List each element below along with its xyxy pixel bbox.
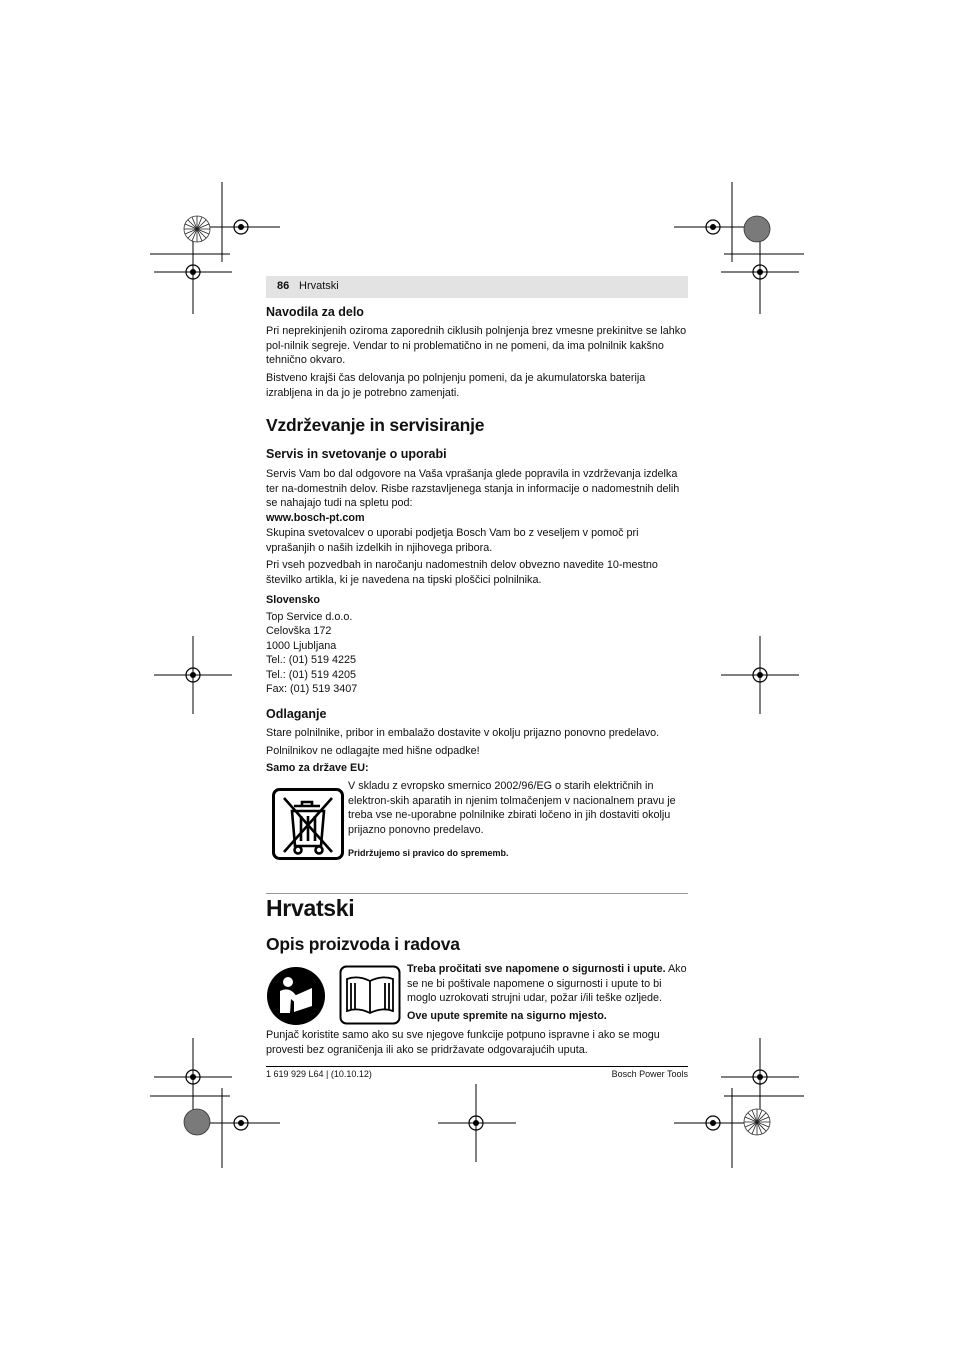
footer-doc-number: 1 619 929 L64 | (10.10.12) — [266, 1069, 372, 1079]
section-title-disposal: Odlaganje — [266, 707, 327, 721]
manual-book-icon — [339, 965, 401, 1025]
paragraph: Polnilnikov ne odlagajte med hišne odpadke! — [266, 745, 480, 757]
address-line: Top Service d.o.o. — [266, 611, 353, 623]
address-line: Fax: (01) 519 3407 — [266, 683, 358, 695]
address-line: 1000 Ljubljana — [266, 640, 337, 652]
keep-instructions-note: Ove upute spremite na sigurno mjesto. — [407, 1010, 607, 1022]
paragraph: Skupina svetovalcev o uporabi podjetja Bosch Vam bo z veseljem v pomoč pri vprašanjih o naših izdelkih in njihovega pribora. — [266, 527, 639, 554]
address-line: Tel.: (01) 519 4205 — [266, 669, 357, 681]
page-number: 86 — [277, 280, 290, 292]
paragraph: Pri neprekinjenih oziroma zaporednih ciklusih polnjenja brez vmesne prekinitve se lahko pol-nilnik segreje. Vendar to ni problematično in ne pomeni, da ima polnilnik kakšno tehnično okvaro. — [266, 325, 687, 366]
paragraph: Pri vseh pozvedbah in naročanju nadomestnih delov obvezno navedite 10-mestno številko artikla, ki je navedena na tipski ploščici polnilnika. — [266, 559, 658, 586]
safety-warning-bold: Treba pročitati sve napomene o sigurnosti i upute. — [407, 963, 666, 975]
paragraph: Punjač koristite samo ako su sve njegove funkcije potpuno ispravne i ako se mogu provesti bez ograničenja ili ako se pridržavate odgovarajućih uputa. — [266, 1029, 660, 1056]
subsection-title-service: Servis in svetovanje o uporabi — [266, 447, 447, 461]
country-label: Slovensko — [266, 594, 321, 606]
read-manual-person-icon — [266, 966, 328, 1026]
section-title-work-instructions: Navodila za delo — [266, 305, 364, 319]
address-line: Celovška 172 — [266, 625, 332, 637]
paragraph: Bistveno krajši čas delovanja po polnjenju pomeni, da je akumulatorska baterija izrabljena in da jo je potrebno zamenjati. — [266, 372, 646, 399]
paragraph: Stare polnilnike, pribor in embalažo dostavite v okolju prijazno ponovno predelavo. — [266, 727, 660, 739]
changes-note: Pridržujemo si pravico do sprememb. — [348, 848, 509, 858]
weee-bin-icon — [272, 788, 344, 860]
eu-label: Samo za države EU: — [266, 762, 369, 774]
section-title-product-description: Opis proizvoda i radova — [266, 934, 460, 954]
footer-rule — [266, 1066, 688, 1067]
footer-brand: Bosch Power Tools — [611, 1069, 688, 1079]
safety-warning — [407, 962, 688, 1006]
safety-warning-text: Ako se ne bi poštivale napomene o sigurnosti i upute to bi moglo uzrokovati strujni udar, požar i/ili teške ozljede. — [407, 963, 687, 1004]
address-line: Tel.: (01) 519 4225 — [266, 654, 357, 666]
page-header — [266, 276, 688, 298]
service-url[interactable]: www.bosch-pt.com — [266, 512, 365, 524]
header-language: Hrvatski — [299, 280, 339, 292]
section-divider — [266, 893, 688, 894]
chapter-title-croatian: Hrvatski — [266, 895, 355, 921]
eu-directive-text: V skladu z evropsko smernico 2002/96/EG o starih električnih in elektron-skih aparatih in njenim tolmačenjem v nacionalnem pravu je treba vse ne-uporabne polnilnike zbirati ločeno in jih dostaviti okolju prijazno ponovno predelavo. — [348, 780, 676, 836]
paragraph: Servis Vam bo dal odgovore na Vaša vprašanja glede popravila in vzdrževanja izdelka ter na-domestnih delov. Risbe razstavljenega stanja in informacije o nadomestnih delih se nahajajo tudi na spletu pod: — [266, 468, 680, 509]
section-title-maintenance: Vzdrževanje in servisiranje — [266, 415, 485, 435]
